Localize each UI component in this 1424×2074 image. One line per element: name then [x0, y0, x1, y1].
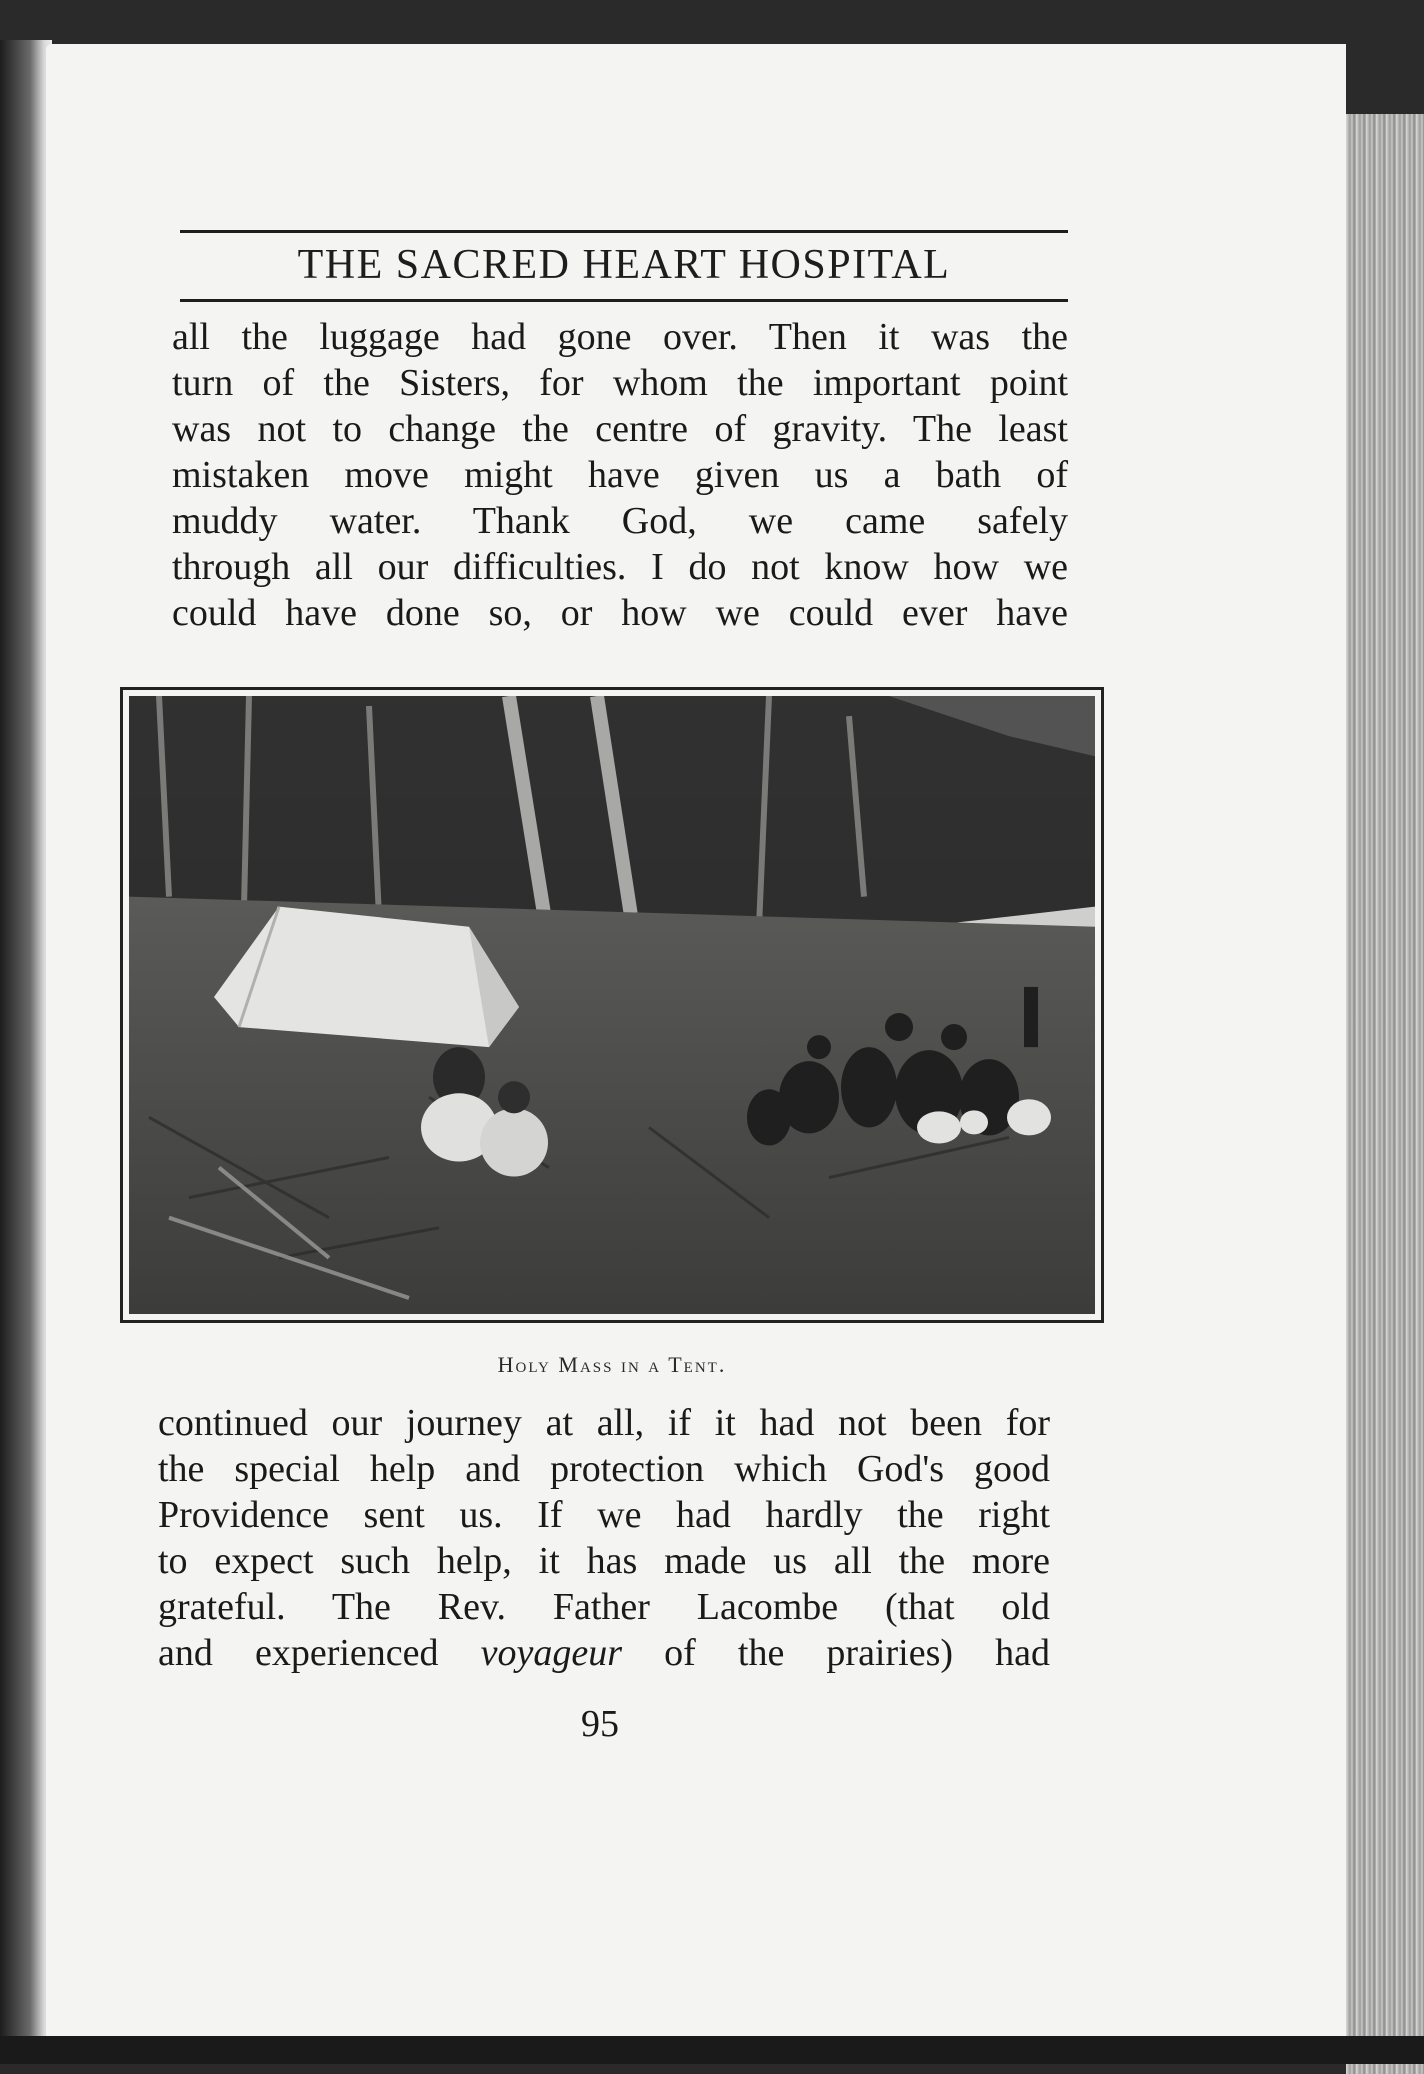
text-line: through all our difficulties. I do not know how we	[172, 546, 1068, 588]
body-text-bottom	[158, 1400, 1050, 1676]
text-line: muddy water. Thank God, we came safely	[172, 500, 1068, 542]
text-line: turn of the Sisters, for whom the important point	[172, 362, 1068, 404]
scan-bottom-shadow	[0, 2036, 1424, 2064]
text-line: could have done so, or how we could ever have	[172, 592, 1068, 634]
text-line: continued our journey at all, if it had not been for	[158, 1402, 1050, 1444]
text-line-last	[158, 1630, 1050, 1676]
text-line: Providence sent us. If we had hardly the right	[158, 1494, 1050, 1536]
photograph-holy-mass-tent	[129, 696, 1095, 1314]
text-fragment: of the prairies) had	[622, 1632, 1050, 1674]
body-text-top	[172, 314, 1068, 636]
text-line: the special help and protection which God's good	[158, 1448, 1050, 1490]
text-line: was not to change the centre of gravity. The least	[172, 408, 1068, 450]
running-head-rule-bottom	[180, 299, 1068, 302]
text-line: grateful. The Rev. Father Lacombe (that old	[158, 1586, 1050, 1628]
running-head: THE SACRED HEART HOSPITAL	[297, 242, 951, 288]
photo-caption: Holy Mass in a Tent.	[497, 1352, 727, 1377]
book-gutter-left	[0, 40, 52, 2050]
italic-word: voyageur	[480, 1632, 623, 1674]
page-fore-edge	[1346, 114, 1424, 2074]
page-number: 95	[581, 1703, 619, 1745]
text-line: all the luggage had gone over. Then it was the	[172, 316, 1068, 358]
photograph-frame	[120, 687, 1104, 1323]
text-fragment: and experienced	[158, 1632, 481, 1674]
text-line: to expect such help, it has made us all the more	[158, 1540, 1050, 1582]
text-line: mistaken move might have given us a bath of	[172, 454, 1068, 496]
